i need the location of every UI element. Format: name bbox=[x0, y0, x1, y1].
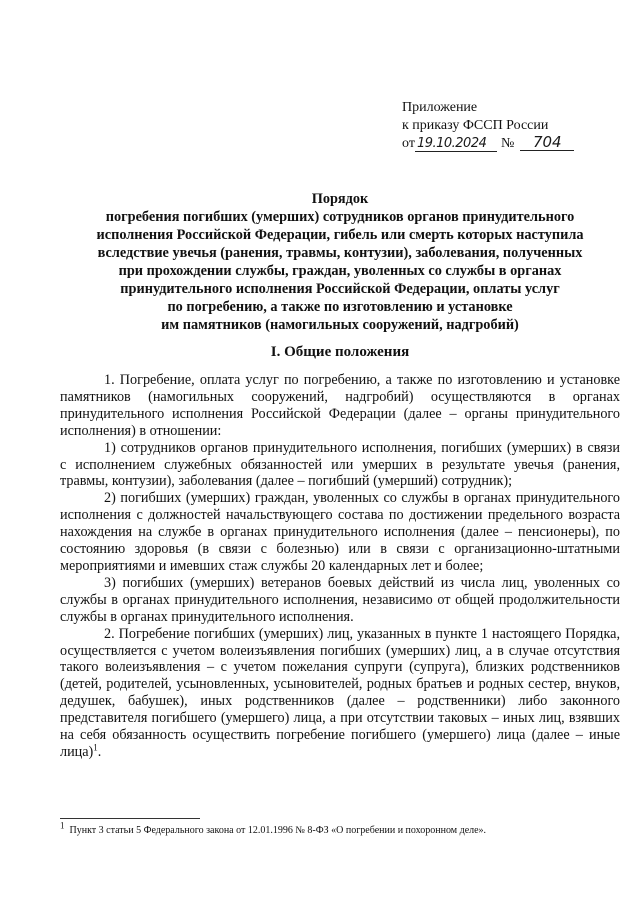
paragraph-text: 2. Погребение погибших (умерших) лиц, указанных в пункте 1 настоящего Порядка, осуществляется с учетом волеизъявления погибших (умерших) лиц, а в случае отсутствия такого волеизъявления – с учетом пожелания супруги (супруга), близких родственников (детей, родителей, усыновленных, усыновителей, родных братьев и родных сестер, внуков, дедушек, бабушек), иных родственников (далее – родственники) либо законного представителя погибшего (умершего) лица, а при отсутствии таковых – иных лиц, взявших на себя обязанность осуществить погребение погибшего (умершего) лица (далее – иные лица) bbox=[60, 625, 620, 760]
section-heading: I. Общие положения bbox=[270, 344, 410, 360]
appendix-label: Приложение bbox=[402, 100, 478, 115]
paragraph bbox=[60, 626, 620, 761]
title-line: вследствие увечья (ранения, травмы, контузии), заболевания, полученных bbox=[97, 245, 583, 261]
footnote-mark: 1 bbox=[60, 820, 65, 831]
title-line: принудительного исполнения Российской Федерации, оплаты услуг bbox=[120, 281, 560, 297]
footnote-text: Пункт 3 статьи 5 Федерального закона от 12.01.1996 № 8-ФЗ «О погребении и похоронном деле». bbox=[69, 825, 487, 836]
appendix-order-ref: к приказу ФССП России bbox=[402, 118, 549, 133]
footnote-reference[interactable]: 1 bbox=[93, 742, 98, 753]
title-line: по погребению, а также по изготовлению и установке bbox=[167, 299, 513, 315]
title-line: погребения погибших (умерших) сотрудников органов принудительного bbox=[105, 209, 575, 225]
number-sign: № bbox=[500, 136, 515, 151]
appendix-date-line bbox=[402, 135, 574, 153]
appendix-block bbox=[402, 99, 574, 153]
date-prefix: от bbox=[402, 136, 415, 151]
handwritten-date: 19.10.2024 bbox=[415, 136, 497, 152]
title-line: им памятников (намогильных сооружений, надгробий) bbox=[161, 317, 519, 333]
paragraph: 1. Погребение, оплата услуг по погребению, а также по изготовлению и установке памятников (намогильных сооружений, надгробий) осуществляются в органах принудительного исполнения Российской Федерации (далее – органы принудительного исполнения) в отношении: bbox=[60, 372, 620, 439]
paragraph: 3) погибших (умерших) ветеранов боевых действий из числа лиц, уволенных со службы в органах принудительного исполнения, независимо от общей продолжительности службы в органах принудительного исполнения. bbox=[60, 574, 620, 625]
handwritten-number: 704 bbox=[520, 135, 574, 151]
paragraph: 1) сотрудников органов принудительного исполнения, погибших (умерших) в связи с исполнением служебных обязанностей или умерших в результате увечья (ранения, травмы, контузии), заболевания (далее – погибший (умерший) сотрудник); bbox=[60, 439, 620, 490]
footnote bbox=[60, 820, 620, 837]
title-line: при прохождении службы, граждан, уволенных со службы в органах bbox=[118, 263, 562, 279]
footnote-divider bbox=[60, 818, 200, 819]
paragraph: 2) погибших (умерших) граждан, уволенных со службы в органах принудительного исполнения с должностей начальствующего состава по достижении предельного возраста нахождения на службе в органах принудительного исполнения (далее – пенсионеры), по состоянию здоровья (в связи с болезнью) или в связи с организационно-штатными мероприятиями и имевших стаж службы 20 календарных лет и более; bbox=[60, 490, 620, 574]
paragraph-end: . bbox=[97, 743, 102, 760]
document-body bbox=[60, 372, 620, 761]
title-line: исполнения Российской Федерации, гибель или смерть которых наступила bbox=[96, 227, 584, 243]
document-title bbox=[60, 190, 620, 334]
title-heading: Порядок bbox=[311, 191, 369, 207]
